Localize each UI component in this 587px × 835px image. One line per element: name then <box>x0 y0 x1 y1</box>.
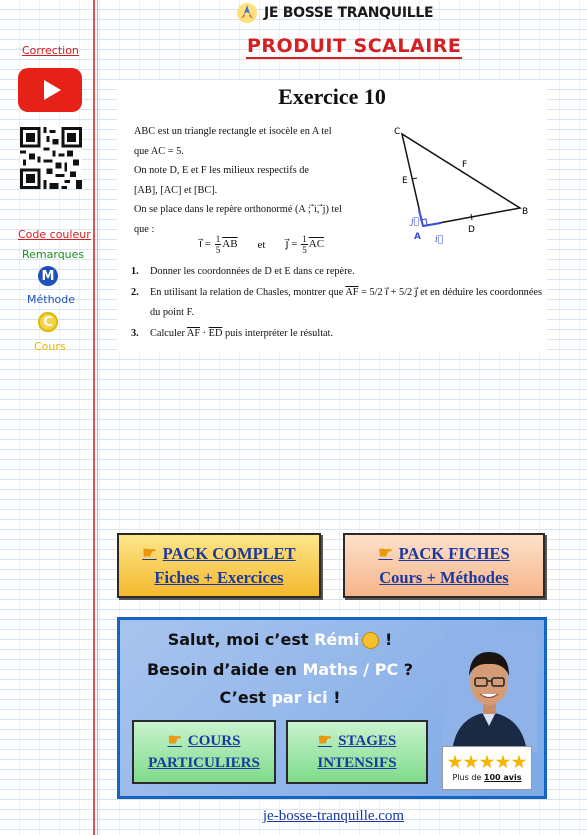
fraction <box>301 234 308 255</box>
question-text: En utilisant la relation de Chasles, montrer que <box>150 286 344 298</box>
promo-greeting <box>120 630 440 649</box>
vector-i-label: i⃗ <box>435 235 444 245</box>
promo-cta[interactable] <box>120 688 440 707</box>
pointing-hand-icon: ☛ <box>378 544 393 562</box>
vector-af: $\overline{AF}$ <box>345 286 359 298</box>
button-label: INTENSIFS <box>317 755 397 771</box>
question-text: puis interpréter le résultat. <box>224 327 334 339</box>
cours-icon: C <box>38 312 58 332</box>
fraction <box>215 234 222 255</box>
exercise-box <box>117 80 547 352</box>
question-text: Donner les coordonnées de D et E dans ce repère. <box>150 266 355 277</box>
intro-line: On note D, E et F les milieux respectifs de <box>134 165 310 176</box>
fraction-num: 1 <box>302 234 307 244</box>
pack-subtitle: Fiches + Exercices <box>154 567 284 587</box>
exercise-title: Exercice 10 <box>278 84 386 109</box>
triangle-figure <box>385 122 535 252</box>
question-3 <box>131 324 543 345</box>
greeting-end: ! <box>379 630 393 649</box>
cta-end: ! <box>327 688 341 707</box>
question-list <box>131 262 543 344</box>
intro-line: ABC est un triangle rectangle et isocèle en A tel <box>134 126 332 137</box>
stages-intensifs-button[interactable] <box>286 720 428 784</box>
pointing-hand-icon: ☛ <box>142 544 157 562</box>
button-label: PARTICULIERS <box>148 755 260 771</box>
intro-line: On se place dans le repère orthonormé (A ; ⃗i, ⃗j) tel <box>134 204 342 215</box>
fraction-den: 5 <box>215 245 221 255</box>
intro-line: que : <box>134 223 155 235</box>
point-b-label: B <box>522 207 529 217</box>
wink-emoji-icon <box>362 632 379 649</box>
fraction-num: 1 <box>215 234 221 244</box>
point-e-label: E <box>402 176 408 186</box>
pointing-hand-icon: ☛ <box>317 732 333 749</box>
button-line1 <box>168 730 241 752</box>
point-a-label: A <box>414 232 421 242</box>
pack-line1 <box>378 542 509 566</box>
cta-text: C’est <box>219 688 272 707</box>
point-d-label: D <box>468 225 475 235</box>
pack-complet-button[interactable] <box>117 533 321 598</box>
help-end: ? <box>398 660 414 679</box>
brand-name: JE BOSSE TRANQUILLE <box>264 5 434 21</box>
help-text: Besoin d’aide en <box>146 660 303 679</box>
button-line1 <box>318 730 396 752</box>
question-number: 3. <box>131 327 139 339</box>
star-icon <box>512 755 527 770</box>
pack-line1 <box>142 542 295 566</box>
fraction-den: 5 <box>302 245 307 255</box>
question-1 <box>131 262 543 283</box>
vector-ed: $\overline{ED}$ <box>208 327 223 339</box>
question-text: = 5/2 i⃗ + 5/2 j⃗ et en déduire les coordonnées du point F. <box>150 286 542 318</box>
promo-help <box>120 660 440 679</box>
help-subject: Maths / PC <box>302 660 399 679</box>
brand-logo-icon <box>236 2 258 24</box>
rating-prefix: Plus de <box>452 772 484 782</box>
greeting-name: Rémi <box>314 630 360 649</box>
avatar <box>442 630 537 752</box>
intro-line: que AC = 5. <box>134 145 184 157</box>
question-2 <box>131 283 543 324</box>
cours-particuliers-button[interactable] <box>132 720 276 784</box>
promo-panel <box>117 617 547 799</box>
button-label: COURS <box>187 733 241 749</box>
formula-j <box>286 234 325 255</box>
margin-line-secondary <box>97 0 98 835</box>
code-couleur-label: Code couleur <box>18 228 91 241</box>
star-icon <box>448 755 463 770</box>
margin-line <box>93 0 95 835</box>
star-icon <box>480 755 495 770</box>
formula-i <box>199 234 238 255</box>
question-number: 2. <box>131 286 139 298</box>
basis-formula <box>199 234 324 255</box>
brand-header[interactable] <box>236 2 433 24</box>
rating-text <box>453 773 522 782</box>
rating-badge[interactable] <box>442 746 532 790</box>
vector-ab: $\overline{AB}$ <box>222 238 238 251</box>
question-text: Calculer <box>150 327 185 339</box>
youtube-play-button[interactable] <box>18 68 82 112</box>
formula-and: et <box>257 238 266 251</box>
formula-j-lhs: j⃗ = <box>285 238 301 251</box>
footer-website-link[interactable]: je-bosse-tranquille.com <box>262 808 405 824</box>
point-c-label: C <box>394 127 401 137</box>
pointing-hand-icon: ☛ <box>167 732 182 749</box>
vector-ac: $\overline{AC}$ <box>308 238 325 251</box>
cta-link[interactable]: par ici <box>271 688 328 707</box>
legend-methode: Méthode <box>27 293 76 306</box>
rating-stars <box>448 755 527 770</box>
pack-title: PACK COMPLET <box>162 543 296 563</box>
page-title: PRODUIT SCALAIRE <box>247 35 462 57</box>
formula-i-lhs: i⃗ = <box>199 238 214 251</box>
intro-line: [AB], [AC] et [BC]. <box>134 184 218 196</box>
pack-subtitle: Cours + Méthodes <box>379 567 509 587</box>
vector-j-label: j⃗ <box>411 217 420 227</box>
star-icon <box>496 755 511 770</box>
legend-remarques: Remarques <box>22 248 85 261</box>
dot-operator: · <box>202 327 207 339</box>
methode-icon: M <box>38 266 58 286</box>
legend-cours: Cours <box>34 340 66 353</box>
pack-fiches-button[interactable] <box>343 533 545 598</box>
correction-label: Correction <box>22 44 79 57</box>
button-label: STAGES <box>338 733 397 749</box>
qr-code[interactable] <box>20 127 82 189</box>
exercise-intro <box>134 122 374 239</box>
greeting-text: Salut, moi c’est <box>167 630 315 649</box>
rating-count[interactable]: 100 avis <box>483 772 522 782</box>
question-number: 1. <box>131 266 139 277</box>
star-icon <box>464 755 479 770</box>
play-icon <box>44 80 61 100</box>
point-f-label: F <box>462 160 468 170</box>
pack-title: PACK FICHES <box>398 543 510 563</box>
vector-af: $\overline{AF}$ <box>186 327 201 339</box>
